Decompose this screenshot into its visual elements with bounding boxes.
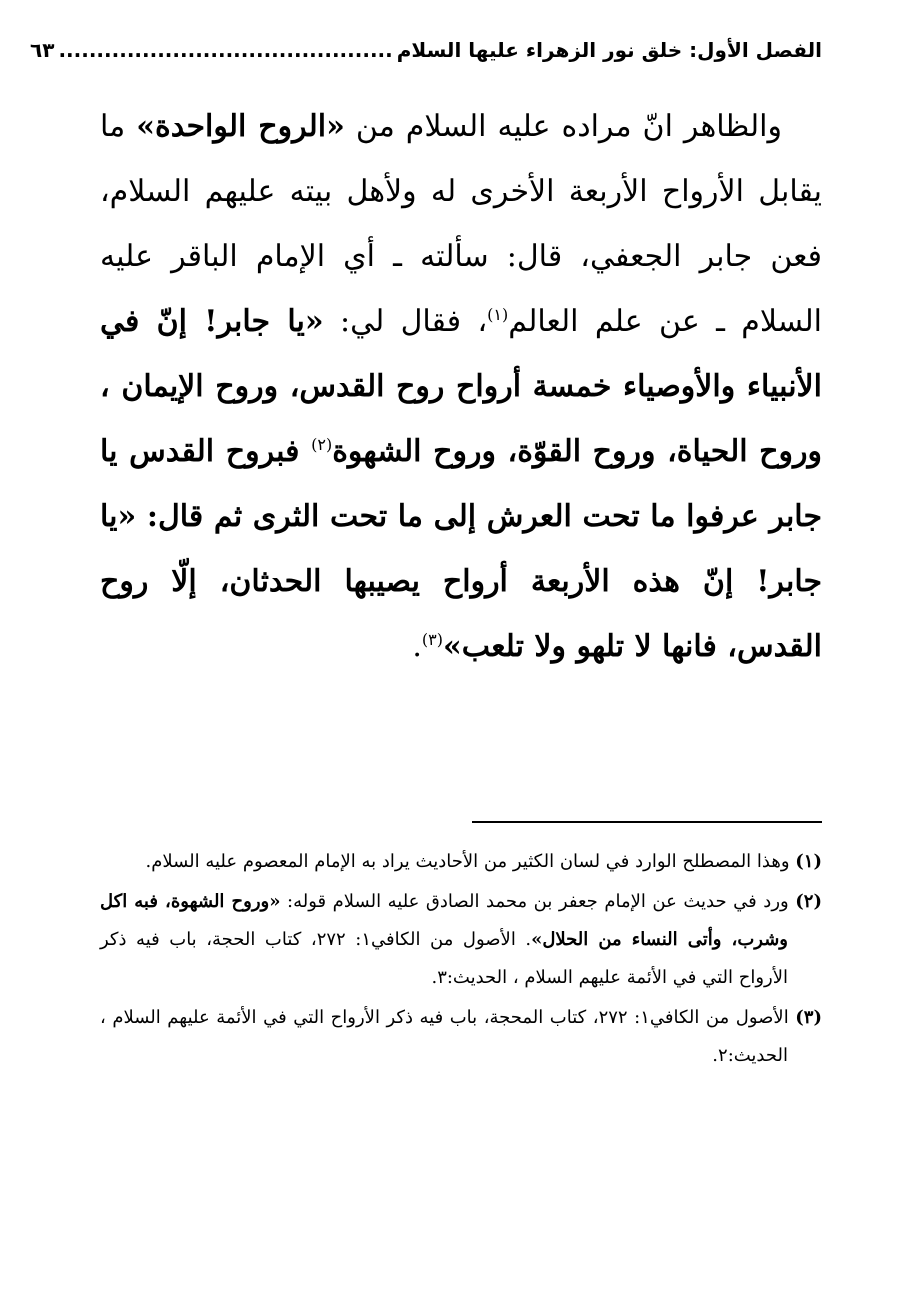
hadith-quote: «يا جابر! إنّ في الأنبياء والأوصياء خمسة أرواح روح القدس، وروح الإيمان ، وروح الحياة، وروح القوّة، وروح الشهوة — [100, 304, 822, 469]
footnote-quote: «وروح الشهوة، فبه اكل وشرب، وأتى النساء من الحلال» — [100, 891, 788, 950]
footnote-number: (١) — [795, 851, 822, 872]
footnote-text: . الأصول من الكافي١: ٢٧٢، كتاب الحجة، باب فيه ذكر الأرواح التي في الأئمة عليهم السلام ، الحديث:٣. — [100, 929, 788, 988]
main-paragraph — [100, 94, 822, 679]
hadith-quote-continued: فبروح القدس يا جابر عرفوا ما تحت العرش إلى ما تحت الثرى ثم قال: «يا جابر! إنّ هذه الأربعة أرواح يصيبها الحدثان، إلّا روح القدس، فانها لا تلهو ولا تلعب» — [100, 434, 822, 664]
running-header — [30, 30, 822, 70]
leader-dots: ............................................ — [58, 38, 393, 62]
book-page — [30, 30, 822, 1266]
footnote-ref-1[interactable]: (١) — [487, 305, 509, 324]
chapter-title: الفصل الأول: خلق نور الزهراء عليها السلام — [396, 38, 822, 62]
text-run: والظاهر انّ مراده عليه السلام من — [344, 109, 782, 144]
footnote-text: الأصول من الكافي١: ٢٧٢، كتاب المحجة، باب فيه ذكر الأرواح التي في الأئمة عليهم السلام ، الحديث:٢. — [100, 1007, 789, 1066]
text-run: ما يقابل الأرواح الأربعة الأخرى له ولأهل بيته عليهم السلام، فعن جابر الجعفي، قال: سألته ـ أي الإمام الباقر عليه السلام ـ عن علم العالم — [100, 109, 822, 339]
footnotes — [100, 843, 822, 1075]
footnote-3 — [100, 999, 822, 1075]
text-run: ، فقال لي: — [323, 304, 488, 339]
footnote-ref-2[interactable]: (٢) — [311, 435, 333, 454]
footnote-1 — [100, 843, 822, 881]
footnote-ref-3[interactable]: (٣) — [421, 630, 443, 649]
footnote-2 — [100, 883, 822, 997]
page-number: ٦٣ — [30, 38, 55, 62]
text-run: . — [412, 629, 422, 664]
footnote-text: ورد في حديث عن الإمام جعفر بن محمد الصادق عليه السلام قوله: — [280, 891, 789, 912]
quoted-term: «الروح الواحدة» — [136, 109, 345, 144]
footnote-divider — [472, 821, 822, 823]
footnote-number: (٢) — [795, 891, 822, 912]
footnote-number: (٣) — [795, 1007, 822, 1028]
footnote-text: وهذا المصطلح الوارد في لسان الكثير من الأحاديث يراد به الإمام المعصوم عليه السلام. — [145, 851, 790, 872]
